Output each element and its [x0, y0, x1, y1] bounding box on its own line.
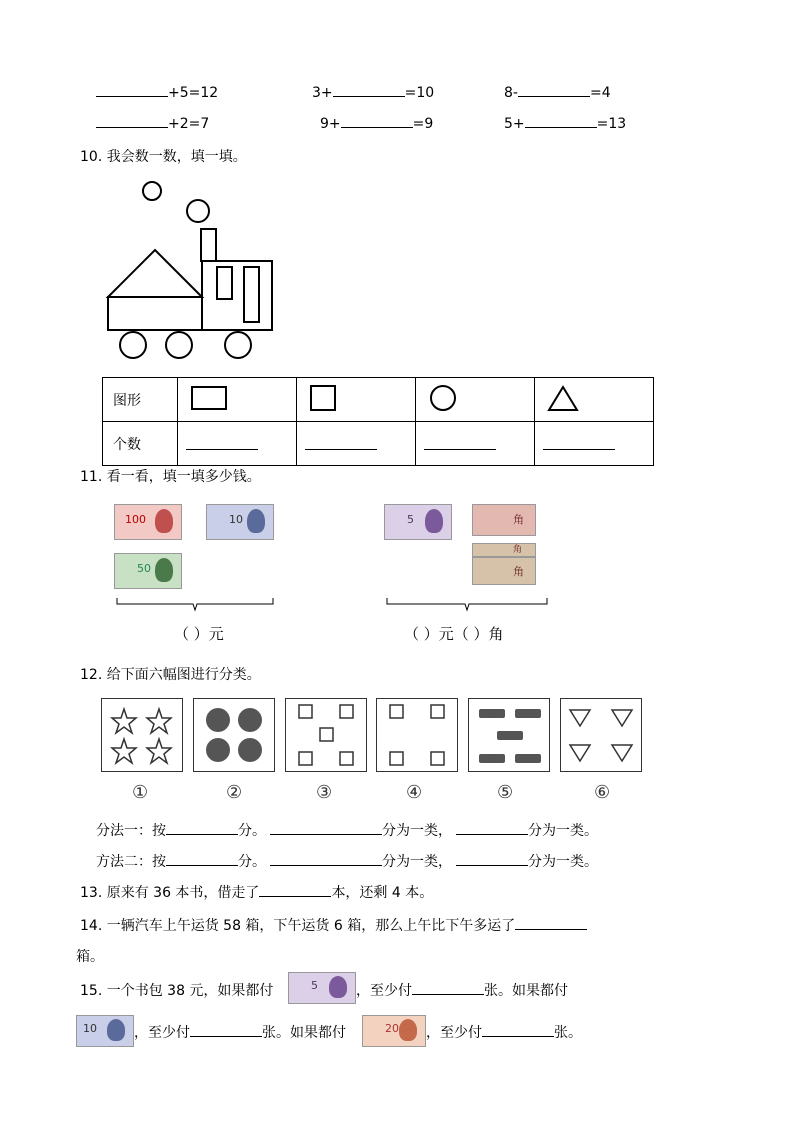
smoke-circle [187, 200, 209, 222]
answer-blank[interactable] [515, 917, 587, 930]
equation-text: =13 [596, 116, 627, 132]
left-money-answer[interactable]: （ ）元 [174, 625, 224, 643]
small-square-icons [377, 699, 457, 771]
question-15-line-1: 15. 一个书包 38 元，如果都付 [80, 983, 274, 999]
portrait-icon [155, 558, 173, 582]
portrait-icon [155, 509, 173, 533]
square-icon [307, 383, 367, 413]
portrait-icon [425, 509, 443, 533]
figure-box-6[interactable] [560, 698, 642, 772]
jiao-note: 角 [472, 504, 536, 536]
small-square-icons [286, 699, 366, 771]
rectangle-icon [188, 383, 248, 413]
question-15-line-2b: ，至少付 张。 [426, 1025, 582, 1041]
star-icons [102, 699, 182, 771]
question-14-end: 箱。 [76, 949, 104, 965]
window-rect [217, 267, 232, 299]
answer-blank[interactable] [482, 1024, 554, 1037]
answer-blank[interactable] [341, 115, 413, 128]
train-figure [100, 175, 280, 365]
count-blank[interactable] [305, 433, 377, 450]
count-blank[interactable] [424, 433, 496, 450]
question-15-line-2: ，至少付 张。如果都付 [134, 1025, 346, 1041]
answer-blank[interactable] [270, 853, 382, 866]
wheel-circle [225, 332, 251, 358]
banknote-5: 5 [288, 972, 356, 1004]
answer-blank[interactable] [259, 884, 331, 897]
figure-box-4[interactable] [376, 698, 458, 772]
equation-text: 9+ [320, 116, 341, 132]
jiao-note: 角 [472, 557, 536, 585]
smoke-circle [143, 182, 161, 200]
count-blank[interactable] [543, 433, 615, 450]
banknote-10: 10 [76, 1015, 134, 1047]
wheel-circle [120, 332, 146, 358]
answer-blank[interactable] [166, 822, 238, 835]
banknote-5: 5 [384, 504, 452, 540]
equation-text: =4 [589, 85, 611, 101]
figure-number: ① [132, 782, 149, 803]
answer-blank[interactable] [456, 822, 528, 835]
equation-text: =10 [404, 85, 435, 101]
window-rect [244, 267, 259, 322]
figure-number: ⑤ [497, 782, 514, 803]
figure-box-2[interactable] [193, 698, 275, 772]
answer-blank[interactable] [190, 1024, 262, 1037]
portrait-icon [399, 1019, 417, 1041]
portrait-icon [329, 976, 347, 998]
equation-text: 8- [504, 85, 518, 101]
question-10-title [80, 146, 247, 166]
triangle-icon [545, 383, 605, 413]
answer-blank[interactable] [412, 982, 484, 995]
bar-icons [469, 699, 549, 771]
right-money-answer[interactable]: （ ）元（ ）角 [404, 625, 504, 643]
figure-number: ⑥ [594, 782, 611, 803]
answer-blank[interactable] [96, 115, 168, 128]
question-number: 12. [80, 667, 103, 683]
circle-icon [426, 383, 486, 413]
carriage-rect [108, 297, 202, 330]
method-2-line: 方法二：按 分。 分为一类， 分为一类。 [96, 854, 598, 870]
left-brace [115, 596, 275, 614]
answer-blank[interactable] [518, 84, 590, 97]
chimney-rect [201, 229, 216, 261]
method-1-line: 分法一：按 分。 分为一类， 分为一类。 [96, 823, 598, 839]
figure-box-3[interactable] [285, 698, 367, 772]
question-14: 14. 一辆汽车上午运货 58 箱，下午运货 6 箱，那么上午比下午多运了 [80, 915, 587, 935]
portrait-icon [247, 509, 265, 533]
answer-blank[interactable] [333, 84, 405, 97]
equation-text: =9 [412, 116, 434, 132]
answer-blank[interactable] [456, 853, 528, 866]
equation-text: +2=7 [168, 116, 210, 132]
equation-text: 3+ [312, 85, 333, 101]
figure-box-5[interactable] [468, 698, 550, 772]
banknote-50: 50 [114, 553, 182, 589]
question-text: 看一看，填一填多少钱。 [106, 469, 261, 485]
figure-number: ② [226, 782, 243, 803]
portrait-icon [107, 1019, 125, 1041]
question-text: 给下面六幅图进行分类。 [106, 667, 261, 683]
shape-count-table [102, 377, 654, 466]
banknote-10: 10 [206, 504, 274, 540]
question-number: 10. [80, 149, 103, 165]
figure-number: ④ [406, 782, 423, 803]
count-blank[interactable] [186, 433, 258, 450]
jiao-note: 角 [472, 543, 536, 557]
row-label: 个数 [103, 422, 178, 466]
figure-box-1[interactable] [101, 698, 183, 772]
answer-blank[interactable] [96, 84, 168, 97]
question-13: 13. 原来有 36 本书，借走了 本，还剩 4 本。 [80, 885, 434, 901]
answer-blank[interactable] [166, 853, 238, 866]
banknote-100: 100 [114, 504, 182, 540]
question-text: 我会数一数，填一填。 [106, 149, 247, 165]
question-11-title [80, 466, 261, 486]
equation-text: +5=12 [168, 85, 219, 101]
down-triangle-icons [561, 699, 641, 771]
filled-circle-icons [194, 699, 274, 771]
figure-number: ③ [316, 782, 333, 803]
roof-triangle [108, 250, 202, 297]
right-brace [385, 596, 549, 614]
banknote-20: 20 [362, 1015, 426, 1047]
question-15-line-1b: ，至少付 张。如果都付 [356, 983, 568, 999]
answer-blank[interactable] [525, 115, 597, 128]
wheel-circle [166, 332, 192, 358]
question-number: 11. [80, 469, 103, 485]
row-label: 图形 [103, 378, 178, 422]
equation-text: 5+ [504, 116, 525, 132]
answer-blank[interactable] [270, 822, 382, 835]
cab-rect [202, 261, 272, 330]
question-12-title [80, 664, 261, 684]
